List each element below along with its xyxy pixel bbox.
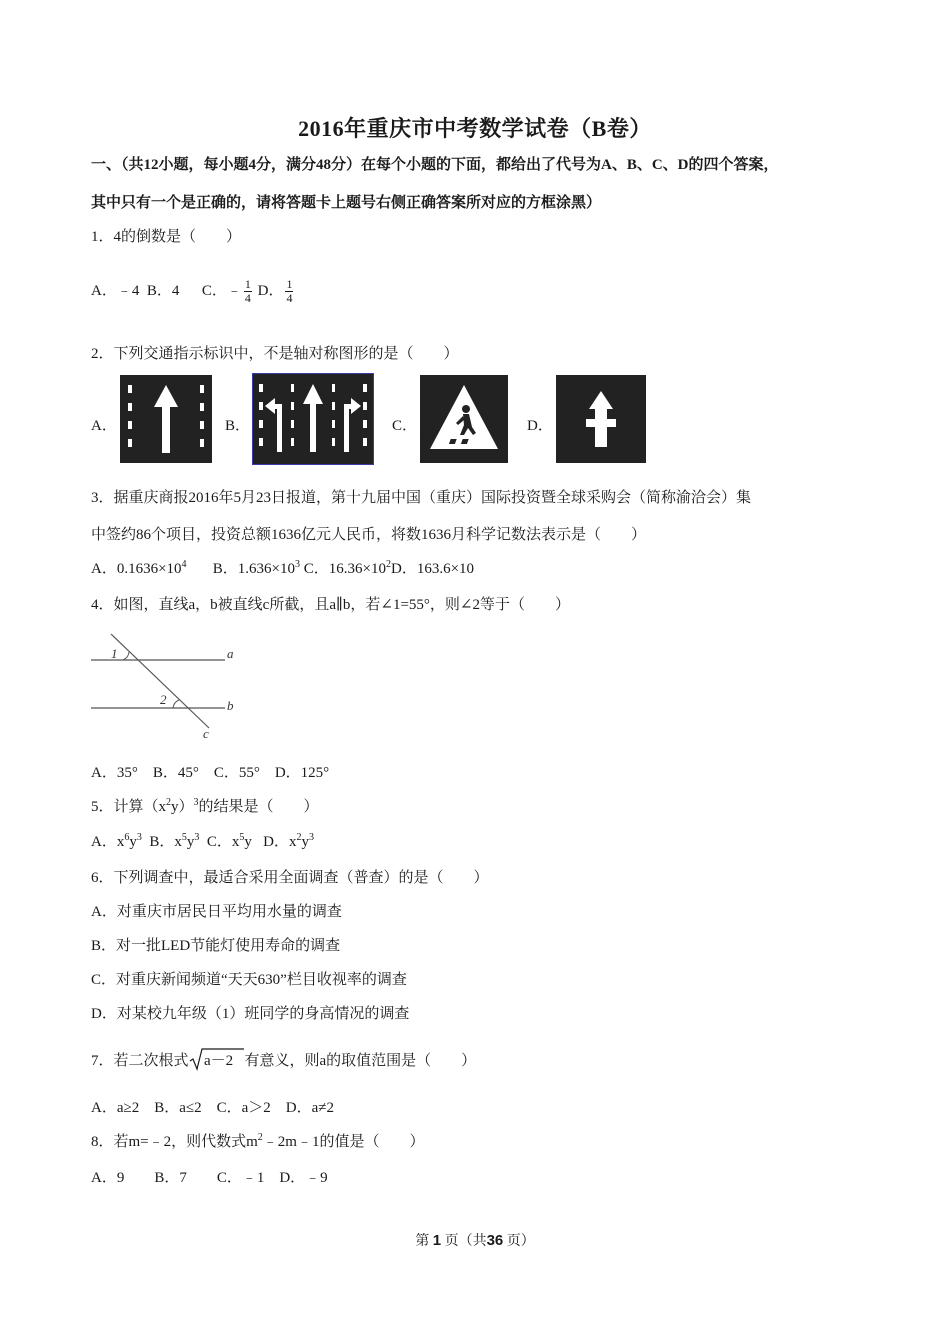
q3-option-b: B．$1.636\times 10^3$ <box>212 559 301 577</box>
page-title: 2016年重庆市中考数学试卷（B卷） <box>298 116 652 141</box>
q1-option-c-fraction: $\frac{1}{4}$ <box>244 277 251 306</box>
line-b-label: b <box>227 698 234 713</box>
q3-option-c: C．$16.36\times 10^2$ <box>303 559 391 577</box>
total-pages-number: 36 <box>486 1232 504 1249</box>
pedestrian-crossing-sign-icon <box>420 375 508 463</box>
question-3-options <box>91 557 474 578</box>
q2-label-c: C． <box>392 418 418 434</box>
q5-option-c: C．$x^5y$ <box>206 832 252 850</box>
line-a-label: a <box>227 646 234 661</box>
question-3-line2: 中签约86个项目，投资总额1636亿元人民币，将数1636月科学记数法表示是（ ） <box>91 527 647 543</box>
question-1-options <box>91 276 295 306</box>
question-3-line1: 3．据重庆商报2016年5月23日报道，第十九届中国（重庆）国际投资暨全球采购会（简称渝洽会）集 <box>91 490 752 506</box>
question-5-stem: 5．计算$(x^2y)^3$的结果是（ ） <box>91 797 319 815</box>
line-c-label: c <box>203 726 209 740</box>
svg-text:a－2: a－2 <box>203 1053 233 1069</box>
section-header-line2: 其中只有一个是正确的，请将答题卡上题号右侧正确答案所对应的方框涂黑） <box>91 195 602 211</box>
q3-option-d: D．163.6×10 <box>390 561 475 577</box>
question-1-stem: 1．4的倒数是（ ） <box>91 229 242 245</box>
q6-option-d: D．对某校九年级（1）班同学的身高情况的调查 <box>91 1006 410 1022</box>
q6-option-c: C．对重庆新闻频道“天天630”栏目收视率的调查 <box>91 972 407 988</box>
q2-label-a: A． <box>91 418 117 434</box>
question-2-stem: 2．下列交通指示标识中，不是轴对称图形的是（ ） <box>91 346 459 362</box>
q1-option-d-prefix: D． <box>257 283 284 299</box>
q5-option-b: B．$x^5y^3$ <box>149 832 200 850</box>
section-header-line1: 一、（共12小题，每小题4分，满分48分）在每个小题的下面，都给出了代号为A、B、C、D的四个答案， <box>91 157 779 173</box>
q3-option-a: A．$0.1636\times 10^4$ <box>91 559 187 577</box>
question-4-options: A．35° B．45° C．55° D．125° <box>91 765 330 781</box>
q2-label-b: B． <box>225 418 251 434</box>
question-7-stem: 7．若二次根式 a－2 有意义，则a的取值范围是（ ） <box>91 1047 476 1076</box>
q2-label-d: D． <box>527 418 553 434</box>
angle-2-label: 2 <box>160 692 167 707</box>
q5-option-d: D．$x^2y^3$ <box>263 832 314 850</box>
q1-option-a: A．﹣4 <box>91 283 140 299</box>
angle-1-label: 1 <box>111 646 118 661</box>
q1-option-d-fraction: $\frac{1}{4}$ <box>286 277 293 306</box>
q1-option-b: B．4 <box>146 283 180 299</box>
page-footer: 第 1 页（共36 页） <box>415 1232 535 1249</box>
q6-option-a: A．对重庆市居民日平均用水量的调查 <box>91 904 342 920</box>
question-4-stem: 4．如图，直线a，b被直线c所截，且a∥b，若∠1=55°，则∠2等于（ ） <box>91 597 570 613</box>
straight-arrow-sign-icon <box>120 375 212 463</box>
q6-option-b: B．对一批LED节能灯使用寿命的调查 <box>91 938 341 954</box>
parallel-lines-figure <box>89 632 239 740</box>
current-page-number: 1 <box>432 1232 442 1249</box>
branch-road-sign-icon <box>556 375 646 463</box>
question-8-stem: 8．若m=﹣2，则代数式$m^2﹣2m﹣1$的值是（ ） <box>91 1132 425 1150</box>
q1-option-c-prefix: C．﹣ <box>201 283 242 299</box>
question-7-options: A．a≥2 B．a≤2 C．a＞2 D．a≠2 <box>91 1100 335 1116</box>
question-6-stem: 6．下列调查中，最适合采用全面调查（普查）的是（ ） <box>91 870 489 886</box>
square-root-expression <box>189 1047 245 1076</box>
lane-direction-sign-icon <box>253 374 373 464</box>
question-8-options: A．9 B．7 C．﹣1 D．﹣9 <box>91 1170 328 1186</box>
q5-option-a: A．$x^6y^3$ <box>91 832 142 850</box>
question-5-options <box>91 830 314 851</box>
